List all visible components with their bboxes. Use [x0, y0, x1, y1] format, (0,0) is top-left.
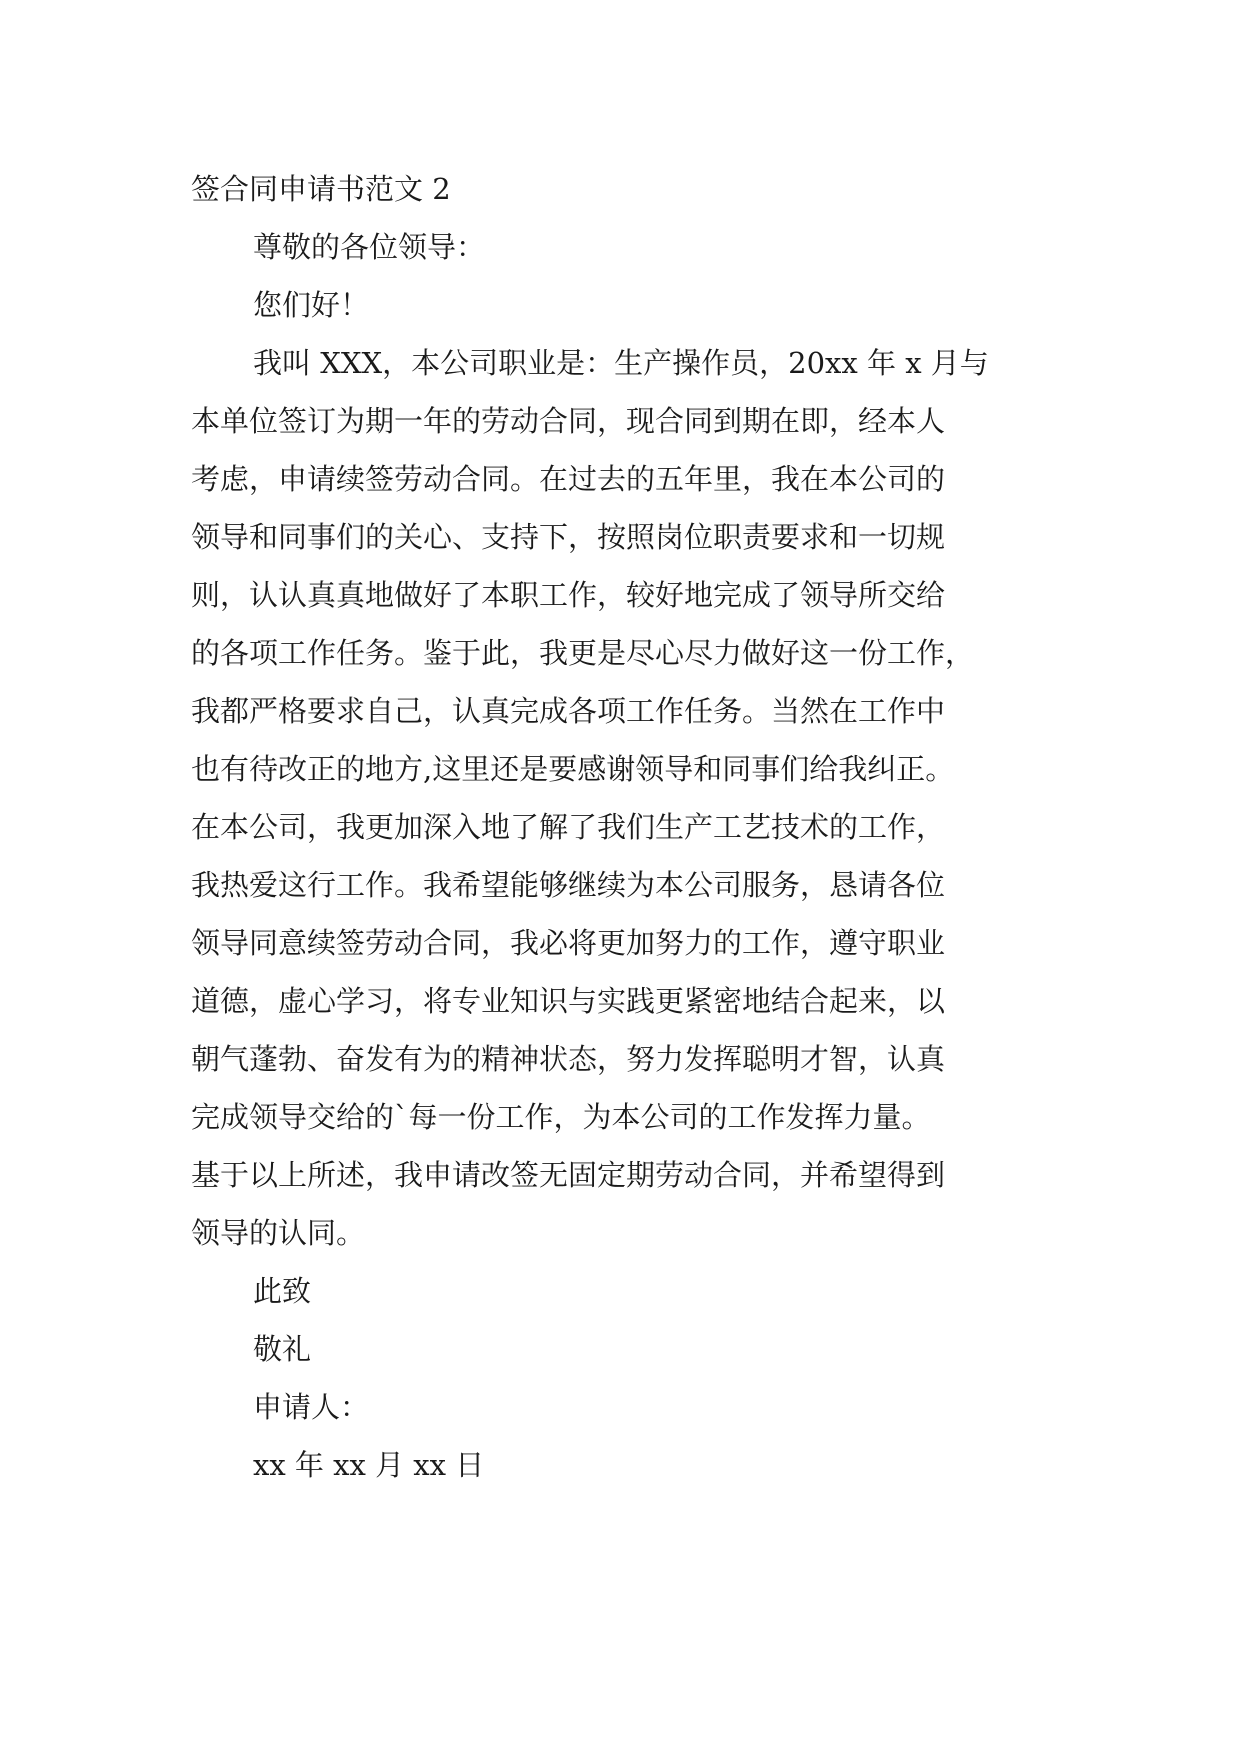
body-line: 的各项工作任务。鉴于此，我更是尽心尽力做好这一份工作， [191, 636, 975, 670]
letter-content [191, 160, 1059, 1494]
body-line: 考虑，申请续签劳动合同。在过去的五年里，我在本公司的 [191, 462, 946, 496]
body-line: 本单位签订为期一年的劳动合同，现合同到期在即，经本人 [191, 404, 946, 438]
body-line: 领导的认同。 [191, 1216, 366, 1250]
body-line: 我热爱这行工作。我希望能够继续为本公司服务，恳请各位 [191, 868, 946, 902]
body-line: 在本公司，我更加深入地了解了我们生产工艺技术的工作， [191, 810, 946, 844]
body-line: 领导和同事们的关心、支持下，按照岗位职责要求和一切规 [191, 520, 946, 554]
body-line: 也有待改正的地方,这里还是要感谢领导和同事们给我纠正。 [191, 752, 955, 786]
body-line: 我都严格要求自己，认真完成各项工作任务。当然在工作中 [191, 694, 946, 728]
body-line: 完成领导交给的`每一份工作，为本公司的工作发挥力量。 [191, 1100, 931, 1134]
document-title: 签合同申请书范文 2 [191, 172, 451, 206]
body-line: 道德，虚心学习，将专业知识与实践更紧密地结合起来，以 [191, 984, 946, 1018]
closing-line-1: 此致 [253, 1274, 312, 1308]
salutation: 尊敬的各位领导： [253, 230, 486, 264]
date-line: xx 年 xx 月 xx 日 [253, 1448, 485, 1482]
greeting: 您们好！ [253, 288, 370, 322]
closing-line-2: 敬礼 [253, 1332, 312, 1366]
body-line: 我叫 XXX，本公司职业是：生产操作员，20xx 年 x 月与 [253, 346, 989, 380]
body-line: 领导同意续签劳动合同，我必将更加努力的工作，遵守职业 [191, 926, 946, 960]
body-line: 则，认认真真地做好了本职工作，较好地完成了领导所交给 [191, 578, 946, 612]
body-line: 朝气蓬勃、奋发有为的精神状态，努力发挥聪明才智，认真 [191, 1042, 946, 1076]
applicant-label: 申请人： [253, 1390, 370, 1424]
body-line: 基于以上所述，我申请改签无固定期劳动合同，并希望得到 [191, 1158, 946, 1192]
